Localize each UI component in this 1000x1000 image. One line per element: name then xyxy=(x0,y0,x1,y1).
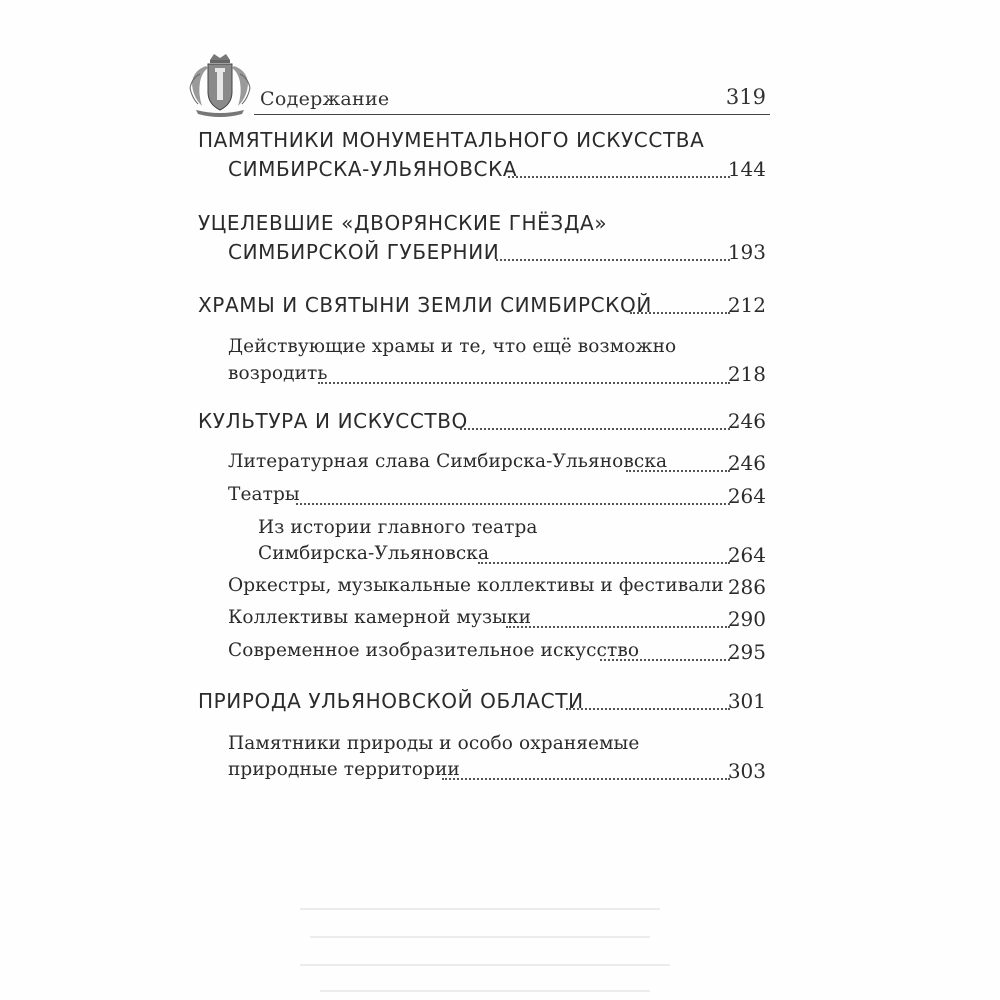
coat-of-arms-icon xyxy=(186,52,254,118)
toc-entry-title: Современное изобразительное искусство xyxy=(228,640,640,661)
toc-page-number: 212 xyxy=(727,293,766,317)
toc-entry-title: ПРИРОДА УЛЬЯНОВСКОЙ ОБЛАСТИ xyxy=(198,689,584,713)
toc-entry-title: Литературная слава Симбирска-Ульяновска xyxy=(228,451,668,472)
toc-leader-dots xyxy=(600,659,730,661)
toc-entry-title-continued: СИМБИРСКОЙ ГУБЕРНИИ xyxy=(228,240,500,264)
toc-leader-dots xyxy=(496,259,730,261)
header-rule xyxy=(254,114,770,115)
toc-page-number: 295 xyxy=(727,640,766,664)
toc-page-number: 301 xyxy=(727,689,766,713)
toc-leader-dots xyxy=(460,428,730,430)
toc-entry-title: Памятники природы и особо охраняемые xyxy=(228,733,640,754)
toc-page-number: 246 xyxy=(727,451,766,475)
header-page-number: 319 xyxy=(725,85,766,109)
toc-page-number: 193 xyxy=(727,240,766,264)
toc-leader-dots xyxy=(478,562,730,564)
toc-page-number: 303 xyxy=(727,759,766,783)
toc-page-number: 144 xyxy=(727,157,766,181)
bleed-through-mark xyxy=(300,908,660,910)
toc-entry-title: Театры xyxy=(228,484,300,505)
bleed-through-mark xyxy=(310,936,650,938)
toc-leader-dots xyxy=(296,503,730,505)
toc-entry-title: УЦЕЛЕВШИЕ «ДВОРЯНСКИЕ ГНЁЗДА» xyxy=(198,211,608,235)
page-header xyxy=(186,52,770,118)
toc-entry-title: Оркестры, музыкальные коллективы и фестивали xyxy=(228,575,724,596)
toc-entry-title: КУЛЬТУРА И ИСКУССТВО xyxy=(198,409,468,433)
toc-leader-dots xyxy=(318,382,730,384)
toc-entry-title: Коллективы камерной музыки xyxy=(228,607,532,628)
toc-page-number: 290 xyxy=(727,607,766,631)
toc-leader-dots xyxy=(626,470,730,472)
toc-entry-title: ПАМЯТНИКИ МОНУМЕНТАЛЬНОГО ИСКУССТВА xyxy=(198,128,705,152)
bleed-through-mark xyxy=(300,964,670,966)
toc-page-number: 246 xyxy=(727,409,766,433)
toc-entry-title: Действующие храмы и те, что ещё возможно xyxy=(228,336,677,357)
toc-leader-dots xyxy=(630,312,730,314)
header-title: Содержание xyxy=(260,88,390,110)
toc-page-number: 264 xyxy=(727,543,766,567)
toc-page-number: 264 xyxy=(727,484,766,508)
toc-entry-title-continued: СИМБИРСКА-УЛЬЯНОВСКА xyxy=(228,157,518,181)
toc-entry-title-continued: Симбирска-Ульяновска xyxy=(258,543,490,564)
toc-leader-dots xyxy=(566,708,730,710)
toc-page-number: 286 xyxy=(727,575,766,599)
toc-entry-title-continued: возродить xyxy=(228,363,328,384)
toc-leader-dots xyxy=(506,626,730,628)
toc-leader-dots xyxy=(508,176,730,178)
toc-entry-title-continued: природные территории xyxy=(228,759,460,780)
toc-page-number: 218 xyxy=(727,362,766,386)
toc-entry-title: ХРАМЫ И СВЯТЫНИ ЗЕМЛИ СИМБИРСКОЙ xyxy=(198,293,652,317)
bleed-through-mark xyxy=(320,990,650,992)
toc-leader-dots xyxy=(442,778,730,780)
toc-entry-title: Из истории главного театра xyxy=(258,517,538,538)
